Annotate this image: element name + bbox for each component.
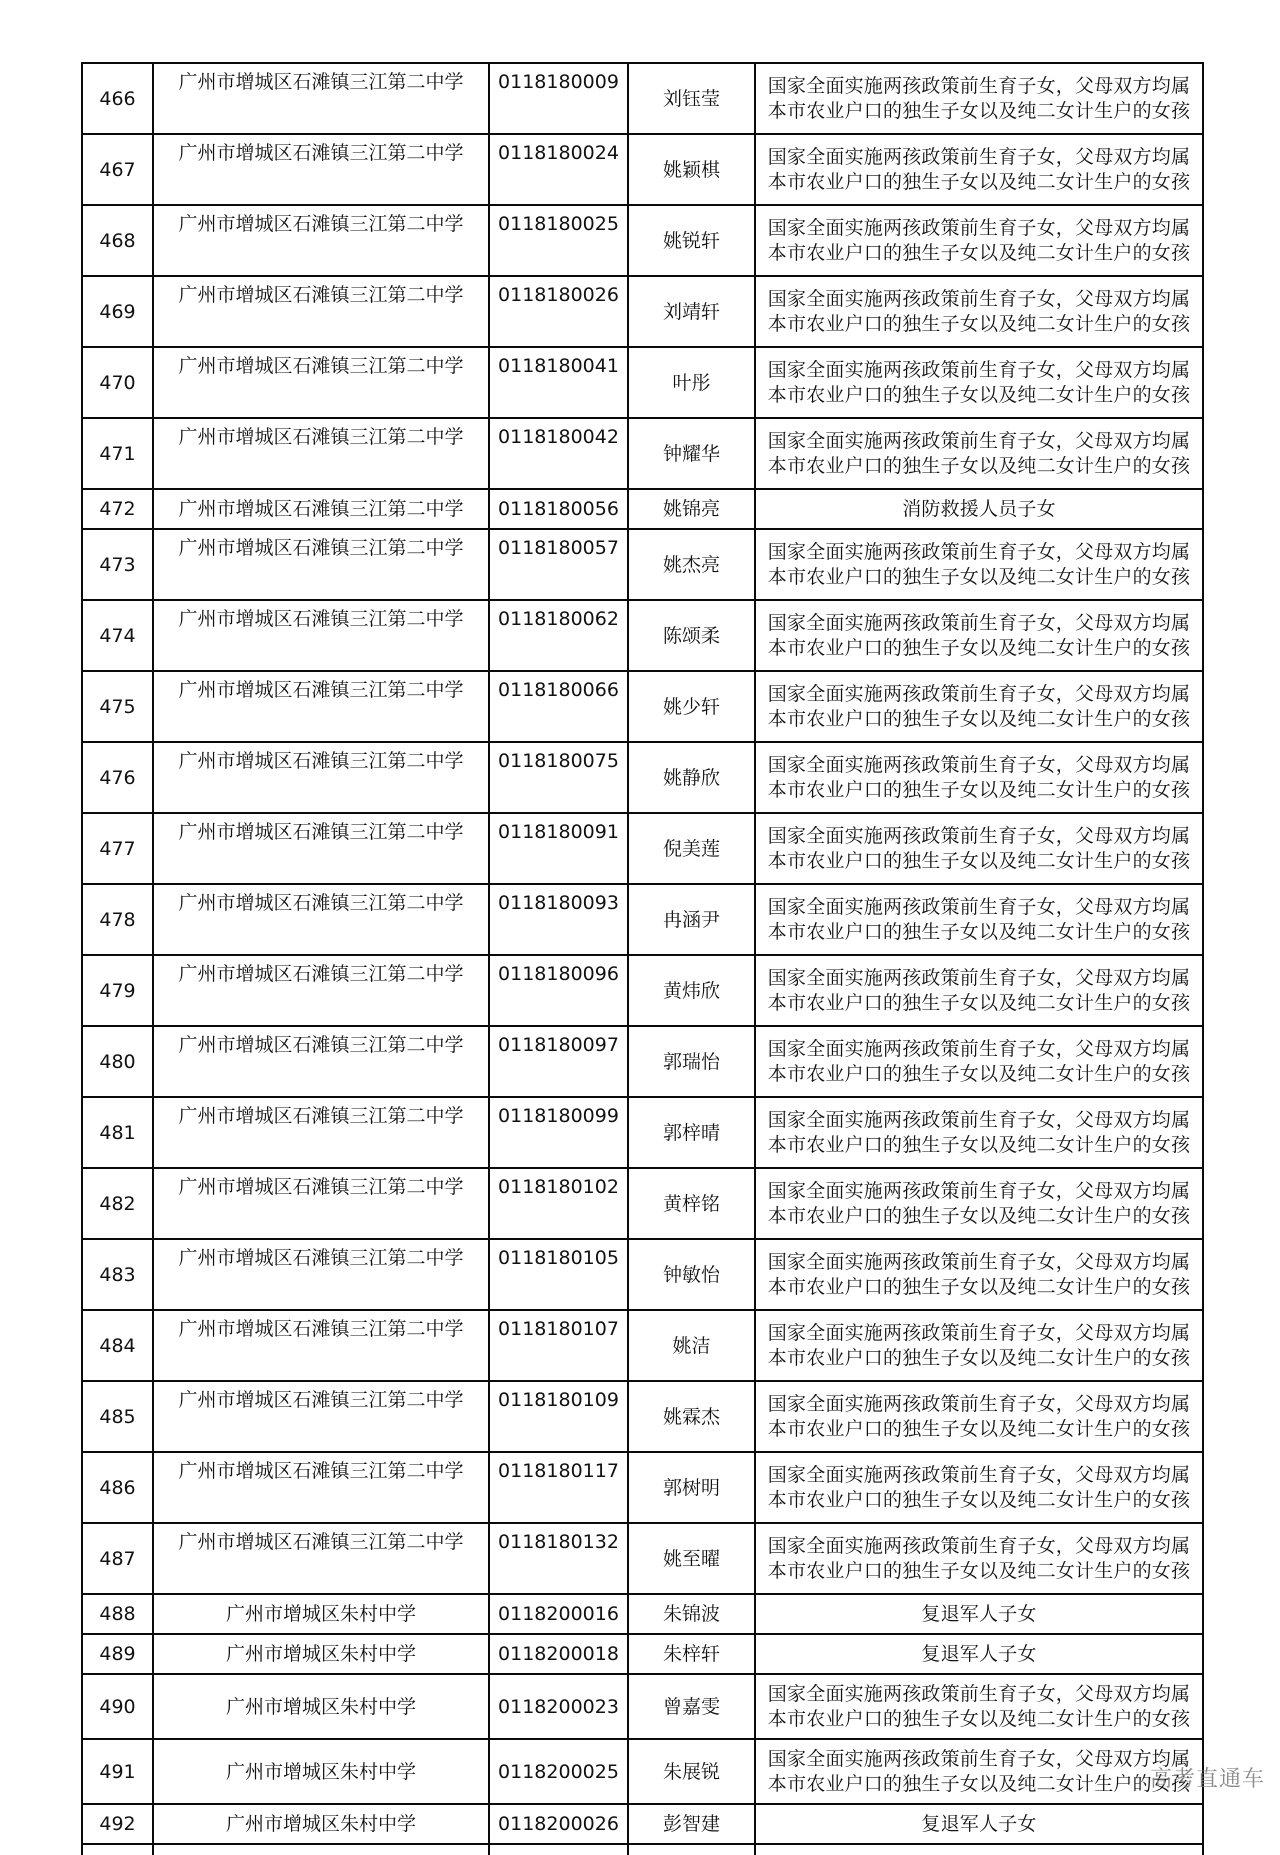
school-cell: 广州市增城区朱村中学 xyxy=(153,1804,489,1844)
table-row xyxy=(82,1634,1203,1674)
row-number-cell: 468 xyxy=(82,205,153,276)
eligibility-category-cell xyxy=(755,276,1203,347)
school-cell: 广州市增城区石滩镇三江第二中学 xyxy=(153,600,489,671)
eligibility-category-line: 国家全面实施两孩政策前生育子女，父母双方均属 xyxy=(767,540,1191,563)
student-id-cell: 0118180075 xyxy=(489,742,628,813)
empty-cell xyxy=(153,1844,489,1855)
student-id-cell: 0118180062 xyxy=(489,600,628,671)
student-id-cell: 0118180099 xyxy=(489,1097,628,1168)
row-number-cell: 482 xyxy=(82,1168,153,1239)
row-number-cell: 466 xyxy=(82,63,153,134)
eligibility-category-line: 国家全面实施两孩政策前生育子女，父母双方均属 xyxy=(767,1321,1191,1344)
table-row xyxy=(82,1594,1203,1634)
table-row xyxy=(82,1381,1203,1452)
table-row xyxy=(82,955,1203,1026)
eligibility-category-cell xyxy=(755,1523,1203,1594)
table-row xyxy=(82,884,1203,955)
student-id-cell: 0118180132 xyxy=(489,1523,628,1594)
eligibility-category-cell xyxy=(755,671,1203,742)
student-id-cell: 0118180105 xyxy=(489,1239,628,1310)
table-row xyxy=(82,742,1203,813)
row-number-cell: 483 xyxy=(82,1239,153,1310)
school-cell: 广州市增城区朱村中学 xyxy=(153,1739,489,1804)
eligibility-category-cell xyxy=(755,1674,1203,1739)
eligibility-category-line: 国家全面实施两孩政策前生育子女，父母双方均属 xyxy=(767,74,1191,97)
eligibility-category-line: 本市农业户口的独生子女以及纯二女计生户的女孩 xyxy=(767,1062,1191,1085)
table-row xyxy=(82,205,1203,276)
eligibility-category-line: 本市农业户口的独生子女以及纯二女计生户的女孩 xyxy=(767,383,1191,406)
eligibility-category-cell xyxy=(755,134,1203,205)
student-name-cell: 姚至曜 xyxy=(628,1523,755,1594)
row-number-cell: 473 xyxy=(82,529,153,600)
eligibility-category-line: 国家全面实施两孩政策前生育子女，父母双方均属 xyxy=(767,1392,1191,1415)
admission-list-table xyxy=(81,62,1204,1855)
eligibility-category-cell xyxy=(755,489,1203,529)
school-cell: 广州市增城区石滩镇三江第二中学 xyxy=(153,276,489,347)
eligibility-category-line: 本市农业户口的独生子女以及纯二女计生户的女孩 xyxy=(767,565,1191,588)
student-name-cell: 钟耀华 xyxy=(628,418,755,489)
eligibility-category-cell xyxy=(755,1381,1203,1452)
eligibility-category-line: 国家全面实施两孩政策前生育子女，父母双方均属 xyxy=(767,966,1191,989)
student-id-cell: 0118180024 xyxy=(489,134,628,205)
student-name-cell: 黄梓铭 xyxy=(628,1168,755,1239)
student-id-cell: 0118200016 xyxy=(489,1594,628,1634)
eligibility-category-line: 国家全面实施两孩政策前生育子女，父母双方均属 xyxy=(767,216,1191,239)
eligibility-category-line: 国家全面实施两孩政策前生育子女，父母双方均属 xyxy=(767,1463,1191,1486)
eligibility-category-line: 本市农业户口的独生子女以及纯二女计生户的女孩 xyxy=(767,1707,1191,1730)
student-name-cell: 倪美莲 xyxy=(628,813,755,884)
student-id-cell: 0118180026 xyxy=(489,276,628,347)
row-number-cell: 490 xyxy=(82,1674,153,1739)
table-row xyxy=(82,489,1203,529)
eligibility-category-line: 本市农业户口的独生子女以及纯二女计生户的女孩 xyxy=(767,241,1191,264)
eligibility-category-line: 本市农业户口的独生子女以及纯二女计生户的女孩 xyxy=(767,1559,1191,1582)
eligibility-category-line: 本市农业户口的独生子女以及纯二女计生户的女孩 xyxy=(767,778,1191,801)
eligibility-category-line: 本市农业户口的独生子女以及纯二女计生户的女孩 xyxy=(767,1275,1191,1298)
student-id-cell: 0118180109 xyxy=(489,1381,628,1452)
eligibility-category-cell xyxy=(755,63,1203,134)
eligibility-category-cell xyxy=(755,1634,1203,1674)
student-id-cell: 0118180091 xyxy=(489,813,628,884)
table-row xyxy=(82,1239,1203,1310)
table-row xyxy=(82,347,1203,418)
school-cell: 广州市增城区石滩镇三江第二中学 xyxy=(153,1168,489,1239)
school-cell: 广州市增城区石滩镇三江第二中学 xyxy=(153,671,489,742)
school-cell: 广州市增城区石滩镇三江第二中学 xyxy=(153,1239,489,1310)
student-name-cell: 姚少轩 xyxy=(628,671,755,742)
student-name-cell: 姚颖棋 xyxy=(628,134,755,205)
row-number-cell: 467 xyxy=(82,134,153,205)
eligibility-category-line: 本市农业户口的独生子女以及纯二女计生户的女孩 xyxy=(767,1488,1191,1511)
eligibility-category-cell xyxy=(755,955,1203,1026)
row-number-cell: 491 xyxy=(82,1739,153,1804)
table-row xyxy=(82,600,1203,671)
school-cell: 广州市增城区石滩镇三江第二中学 xyxy=(153,63,489,134)
eligibility-category-line: 消防救援人员子女 xyxy=(902,497,1056,520)
empty-cell xyxy=(628,1844,755,1855)
row-number-cell: 492 xyxy=(82,1804,153,1844)
student-id-cell: 0118180093 xyxy=(489,884,628,955)
student-id-cell: 0118180041 xyxy=(489,347,628,418)
eligibility-category-cell xyxy=(755,1026,1203,1097)
eligibility-category-cell xyxy=(755,742,1203,813)
table-body xyxy=(82,63,1203,1855)
student-name-cell: 朱梓轩 xyxy=(628,1634,755,1674)
student-id-cell: 0118180117 xyxy=(489,1452,628,1523)
student-name-cell: 朱锦波 xyxy=(628,1594,755,1634)
student-name-cell: 姚锦亮 xyxy=(628,489,755,529)
table-row xyxy=(82,1523,1203,1594)
eligibility-category-line: 国家全面实施两孩政策前生育子女，父母双方均属 xyxy=(767,1747,1191,1770)
eligibility-category-line: 本市农业户口的独生子女以及纯二女计生户的女孩 xyxy=(767,1346,1191,1369)
student-name-cell: 曾嘉雯 xyxy=(628,1674,755,1739)
eligibility-category-line: 复退军人子女 xyxy=(921,1602,1037,1625)
table-row xyxy=(82,1097,1203,1168)
student-id-cell: 0118200026 xyxy=(489,1804,628,1844)
student-name-cell: 刘靖轩 xyxy=(628,276,755,347)
student-id-cell: 0118180025 xyxy=(489,205,628,276)
student-name-cell: 黄炜欣 xyxy=(628,955,755,1026)
eligibility-category-line: 本市农业户口的独生子女以及纯二女计生户的女孩 xyxy=(767,312,1191,335)
row-number-cell: 480 xyxy=(82,1026,153,1097)
row-number-cell: 478 xyxy=(82,884,153,955)
eligibility-category-cell xyxy=(755,1594,1203,1634)
row-number-cell: 488 xyxy=(82,1594,153,1634)
eligibility-category-line: 国家全面实施两孩政策前生育子女，父母双方均属 xyxy=(767,358,1191,381)
eligibility-category-line: 国家全面实施两孩政策前生育子女，父母双方均属 xyxy=(767,611,1191,634)
student-name-cell: 彭智建 xyxy=(628,1804,755,1844)
school-cell: 广州市增城区石滩镇三江第二中学 xyxy=(153,347,489,418)
eligibility-category-line: 国家全面实施两孩政策前生育子女，父母双方均属 xyxy=(767,287,1191,310)
student-id-cell: 0118200025 xyxy=(489,1739,628,1804)
eligibility-category-cell xyxy=(755,529,1203,600)
table-row xyxy=(82,418,1203,489)
table-row xyxy=(82,134,1203,205)
continuation-row-stub xyxy=(82,1844,1203,1855)
student-name-cell: 刘钰莹 xyxy=(628,63,755,134)
eligibility-category-cell xyxy=(755,1168,1203,1239)
student-id-cell: 0118180057 xyxy=(489,529,628,600)
student-id-cell: 0118180102 xyxy=(489,1168,628,1239)
school-cell: 广州市增城区石滩镇三江第二中学 xyxy=(153,1310,489,1381)
student-id-cell: 0118180056 xyxy=(489,489,628,529)
eligibility-category-line: 国家全面实施两孩政策前生育子女，父母双方均属 xyxy=(767,145,1191,168)
eligibility-category-line: 本市农业户口的独生子女以及纯二女计生户的女孩 xyxy=(767,920,1191,943)
eligibility-category-line: 国家全面实施两孩政策前生育子女，父母双方均属 xyxy=(767,895,1191,918)
table-row xyxy=(82,529,1203,600)
empty-cell xyxy=(489,1844,628,1855)
row-number-cell: 476 xyxy=(82,742,153,813)
student-id-cell: 0118200018 xyxy=(489,1634,628,1674)
eligibility-category-line: 国家全面实施两孩政策前生育子女，父母双方均属 xyxy=(767,682,1191,705)
student-name-cell: 姚静欣 xyxy=(628,742,755,813)
eligibility-category-cell xyxy=(755,1804,1203,1844)
eligibility-category-line: 本市农业户口的独生子女以及纯二女计生户的女孩 xyxy=(767,636,1191,659)
student-id-cell: 0118180042 xyxy=(489,418,628,489)
school-cell: 广州市增城区石滩镇三江第二中学 xyxy=(153,529,489,600)
row-number-cell: 479 xyxy=(82,955,153,1026)
watermark-text: 高考直通车 xyxy=(1150,1767,1266,1792)
row-number-cell: 475 xyxy=(82,671,153,742)
eligibility-category-line: 国家全面实施两孩政策前生育子女，父母双方均属 xyxy=(767,753,1191,776)
row-number-cell: 484 xyxy=(82,1310,153,1381)
eligibility-category-line: 复退军人子女 xyxy=(921,1642,1037,1665)
row-number-cell: 485 xyxy=(82,1381,153,1452)
school-cell: 广州市增城区石滩镇三江第二中学 xyxy=(153,1026,489,1097)
table-row xyxy=(82,1168,1203,1239)
school-cell: 广州市增城区石滩镇三江第二中学 xyxy=(153,418,489,489)
eligibility-category-line: 本市农业户口的独生子女以及纯二女计生户的女孩 xyxy=(767,849,1191,872)
eligibility-category-line: 本市农业户口的独生子女以及纯二女计生户的女孩 xyxy=(767,1772,1191,1795)
table-row xyxy=(82,1452,1203,1523)
school-cell: 广州市增城区石滩镇三江第二中学 xyxy=(153,742,489,813)
student-name-cell: 郭瑞怡 xyxy=(628,1026,755,1097)
eligibility-category-line: 国家全面实施两孩政策前生育子女，父母双方均属 xyxy=(767,1037,1191,1060)
admission-list-table-container xyxy=(81,62,1202,1855)
eligibility-category-line: 复退军人子女 xyxy=(921,1812,1037,1835)
eligibility-category-line: 国家全面实施两孩政策前生育子女，父母双方均属 xyxy=(767,1250,1191,1273)
row-number-cell: 489 xyxy=(82,1634,153,1674)
eligibility-category-cell xyxy=(755,1239,1203,1310)
eligibility-category-cell xyxy=(755,347,1203,418)
eligibility-category-line: 本市农业户口的独生子女以及纯二女计生户的女孩 xyxy=(767,454,1191,477)
eligibility-category-cell xyxy=(755,600,1203,671)
table-row xyxy=(82,1739,1203,1804)
row-number-cell: 486 xyxy=(82,1452,153,1523)
student-name-cell: 郭树明 xyxy=(628,1452,755,1523)
row-number-cell: 477 xyxy=(82,813,153,884)
table-row xyxy=(82,1674,1203,1739)
eligibility-category-line: 国家全面实施两孩政策前生育子女，父母双方均属 xyxy=(767,824,1191,847)
student-name-cell: 钟敏怡 xyxy=(628,1239,755,1310)
eligibility-category-line: 国家全面实施两孩政策前生育子女，父母双方均属 xyxy=(767,429,1191,452)
row-number-cell: 487 xyxy=(82,1523,153,1594)
student-name-cell: 叶彤 xyxy=(628,347,755,418)
student-id-cell: 0118180009 xyxy=(489,63,628,134)
row-number-cell: 471 xyxy=(82,418,153,489)
eligibility-category-line: 国家全面实施两孩政策前生育子女，父母双方均属 xyxy=(767,1108,1191,1131)
student-name-cell: 朱展锐 xyxy=(628,1739,755,1804)
school-cell: 广州市增城区石滩镇三江第二中学 xyxy=(153,1097,489,1168)
student-id-cell: 0118180096 xyxy=(489,955,628,1026)
school-cell: 广州市增城区朱村中学 xyxy=(153,1674,489,1739)
student-id-cell: 0118180066 xyxy=(489,671,628,742)
eligibility-category-line: 国家全面实施两孩政策前生育子女，父母双方均属 xyxy=(767,1682,1191,1705)
student-name-cell: 冉涵尹 xyxy=(628,884,755,955)
school-cell: 广州市增城区石滩镇三江第二中学 xyxy=(153,134,489,205)
student-name-cell: 姚霖杰 xyxy=(628,1381,755,1452)
school-cell: 广州市增城区石滩镇三江第二中学 xyxy=(153,205,489,276)
table-row xyxy=(82,1804,1203,1844)
student-name-cell: 陈颂柔 xyxy=(628,600,755,671)
eligibility-category-cell xyxy=(755,884,1203,955)
school-cell: 广州市增城区石滩镇三江第二中学 xyxy=(153,489,489,529)
eligibility-category-line: 国家全面实施两孩政策前生育子女，父母双方均属 xyxy=(767,1534,1191,1557)
row-number-cell: 469 xyxy=(82,276,153,347)
student-name-cell: 郭梓晴 xyxy=(628,1097,755,1168)
eligibility-category-cell xyxy=(755,205,1203,276)
eligibility-category-cell xyxy=(755,1452,1203,1523)
table-row xyxy=(82,63,1203,134)
eligibility-category-cell xyxy=(755,418,1203,489)
school-cell: 广州市增城区石滩镇三江第二中学 xyxy=(153,955,489,1026)
eligibility-category-line: 本市农业户口的独生子女以及纯二女计生户的女孩 xyxy=(767,99,1191,122)
table-row xyxy=(82,1310,1203,1381)
eligibility-category-cell xyxy=(755,1739,1203,1804)
table-row xyxy=(82,1026,1203,1097)
eligibility-category-line: 本市农业户口的独生子女以及纯二女计生户的女孩 xyxy=(767,1417,1191,1440)
eligibility-category-line: 本市农业户口的独生子女以及纯二女计生户的女孩 xyxy=(767,991,1191,1014)
student-name-cell: 姚锐轩 xyxy=(628,205,755,276)
school-cell: 广州市增城区石滩镇三江第二中学 xyxy=(153,1381,489,1452)
student-id-cell: 0118200023 xyxy=(489,1674,628,1739)
eligibility-category-cell xyxy=(755,1310,1203,1381)
school-cell: 广州市增城区石滩镇三江第二中学 xyxy=(153,884,489,955)
school-cell: 广州市增城区石滩镇三江第二中学 xyxy=(153,813,489,884)
eligibility-category-line: 本市农业户口的独生子女以及纯二女计生户的女孩 xyxy=(767,1133,1191,1156)
student-id-cell: 0118180107 xyxy=(489,1310,628,1381)
table-row xyxy=(82,276,1203,347)
eligibility-category-line: 本市农业户口的独生子女以及纯二女计生户的女孩 xyxy=(767,170,1191,193)
eligibility-category-line: 本市农业户口的独生子女以及纯二女计生户的女孩 xyxy=(767,707,1191,730)
student-name-cell: 姚杰亮 xyxy=(628,529,755,600)
eligibility-category-cell xyxy=(755,813,1203,884)
table-row xyxy=(82,671,1203,742)
school-cell: 广州市增城区朱村中学 xyxy=(153,1634,489,1674)
school-cell: 广州市增城区石滩镇三江第二中学 xyxy=(153,1452,489,1523)
eligibility-category-line: 本市农业户口的独生子女以及纯二女计生户的女孩 xyxy=(767,1204,1191,1227)
row-number-cell: 472 xyxy=(82,489,153,529)
empty-cell xyxy=(755,1844,1203,1855)
empty-cell xyxy=(82,1844,153,1855)
row-number-cell: 470 xyxy=(82,347,153,418)
table-row xyxy=(82,813,1203,884)
school-cell: 广州市增城区朱村中学 xyxy=(153,1594,489,1634)
eligibility-category-line: 国家全面实施两孩政策前生育子女，父母双方均属 xyxy=(767,1179,1191,1202)
student-id-cell: 0118180097 xyxy=(489,1026,628,1097)
row-number-cell: 481 xyxy=(82,1097,153,1168)
row-number-cell: 474 xyxy=(82,600,153,671)
school-cell: 广州市增城区石滩镇三江第二中学 xyxy=(153,1523,489,1594)
eligibility-category-cell xyxy=(755,1097,1203,1168)
student-name-cell: 姚洁 xyxy=(628,1310,755,1381)
